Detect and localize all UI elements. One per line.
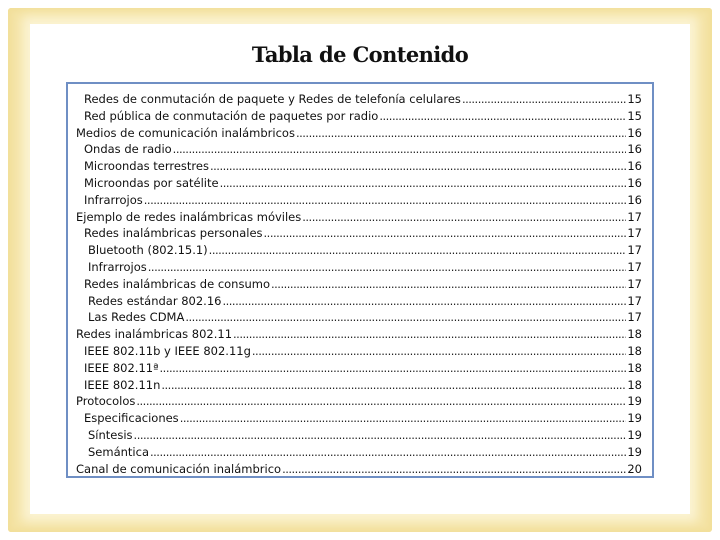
toc-entry[interactable]	[84, 378, 642, 395]
toc-entry-title: Medios de comunicación inalámbricos	[76, 125, 295, 140]
toc-entry[interactable]	[88, 243, 642, 260]
toc-entry[interactable]	[84, 361, 642, 378]
toc-dot-leader	[173, 142, 627, 156]
toc-page-number: 15	[627, 108, 642, 123]
toc-dot-leader	[271, 277, 626, 291]
toc-dot-leader	[264, 226, 627, 240]
toc-dot-leader	[161, 378, 626, 392]
toc-entry-title: Bluetooth (802.15.1)	[88, 243, 208, 258]
toc-entry[interactable]	[76, 126, 642, 143]
page-title: Tabla de Contenido	[251, 42, 469, 67]
toc-entry-title: Infrarrojos	[84, 192, 143, 207]
toc-entry[interactable]	[84, 344, 642, 361]
toc-page-number: 16	[627, 125, 642, 140]
toc-entry-title: Las Redes CDMA	[88, 310, 185, 325]
toc-entry-title: Microondas por satélite	[84, 176, 219, 190]
toc-entry-title: Redes estándar 802.16	[88, 293, 222, 308]
toc-entry[interactable]	[84, 226, 642, 243]
toc-entry-title: Síntesis	[88, 428, 133, 442]
toc-page-number: 19	[627, 444, 642, 459]
toc-entry[interactable]	[88, 260, 642, 277]
toc-dot-leader	[462, 92, 626, 106]
toc-entry-title: IEEE 802.11b y IEEE 802.11g	[84, 344, 251, 358]
toc-entry[interactable]	[88, 445, 642, 462]
toc-dot-leader	[302, 210, 626, 224]
toc-entry-title: IEEE 802.11n	[84, 377, 161, 392]
toc-dot-leader	[160, 361, 627, 375]
toc-page-number: 18	[627, 344, 642, 358]
toc-dot-leader	[144, 193, 627, 207]
toc-page-number: 16	[627, 192, 642, 207]
toc-entry[interactable]	[88, 294, 642, 311]
toc-page-number: 17	[627, 293, 642, 308]
toc-entry[interactable]	[88, 428, 642, 445]
toc-dot-leader	[136, 394, 626, 408]
toc-entry-title: Ejemplo de redes inalámbricas móviles	[76, 209, 302, 224]
toc-entry-title: Red pública de conmutación de paquetes por radio	[84, 108, 379, 123]
toc-entry[interactable]	[84, 277, 642, 294]
toc-entry[interactable]	[84, 176, 642, 193]
toc-entry-title: Especificaciones	[84, 411, 179, 426]
toc-entry[interactable]	[84, 142, 642, 159]
toc-entry-title: Redes inalámbricas de consumo	[84, 276, 270, 291]
toc-dot-leader	[233, 327, 626, 341]
toc-entry-title: Redes inalámbricas personales	[84, 226, 263, 241]
toc-dot-leader	[252, 344, 626, 358]
toc-entry[interactable]	[84, 92, 642, 109]
toc-dot-leader	[210, 159, 626, 173]
toc-page-number: 19	[627, 394, 642, 409]
toc-dot-leader	[222, 294, 626, 308]
toc-dot-leader	[148, 260, 627, 274]
toc-page-number: 17	[627, 243, 642, 258]
toc-entry-title: Protocolos	[76, 394, 136, 409]
toc-dot-leader	[220, 176, 627, 190]
toc-dot-leader	[296, 126, 626, 140]
toc-page-number: 17	[627, 276, 642, 291]
toc-dot-leader	[134, 428, 627, 442]
toc-page-number: 19	[627, 428, 642, 442]
toc-entry[interactable]	[84, 193, 642, 210]
toc-entry-title: Redes de conmutación de paquete y Redes de telefonía celulares	[84, 92, 461, 106]
toc-page-number: 18	[627, 377, 642, 392]
toc-entry-title: Ondas de radio	[84, 142, 172, 157]
toc-entry[interactable]	[76, 462, 642, 479]
toc-entry-title: Microondas terrestres	[84, 159, 209, 174]
toc-page-number: 17	[627, 226, 642, 241]
toc-entry-title: Canal de comunicación inalámbrico	[76, 461, 282, 476]
toc-entry[interactable]	[84, 109, 642, 126]
toc-entry[interactable]	[76, 394, 642, 411]
toc-page-number: 16	[627, 176, 642, 190]
toc-page-number: 16	[627, 159, 642, 174]
toc-page-number: 17	[627, 260, 642, 274]
toc-page-number: 16	[627, 142, 642, 157]
toc-dot-leader	[282, 462, 626, 476]
toc-page-number: 18	[627, 327, 642, 342]
table-of-contents	[66, 82, 654, 478]
toc-entry[interactable]	[84, 411, 642, 428]
toc-dot-leader	[209, 243, 627, 257]
toc-entry-title: Semántica	[88, 444, 149, 459]
toc-entry-title: Redes inalámbricas 802.11	[76, 327, 233, 342]
toc-entry-title: IEEE 802.11ª	[84, 360, 159, 375]
toc-entry[interactable]	[76, 210, 642, 227]
toc-page-number: 19	[627, 411, 642, 426]
toc-dot-leader	[180, 411, 627, 425]
toc-dot-leader	[379, 109, 626, 123]
toc-entry[interactable]	[76, 327, 642, 344]
toc-page-number: 17	[627, 310, 642, 325]
toc-entry-title: Infrarrojos	[88, 260, 147, 274]
toc-dot-leader	[150, 445, 626, 459]
toc-page-number: 18	[627, 360, 642, 375]
toc-page-number: 20	[627, 461, 642, 476]
toc-entry[interactable]	[88, 310, 642, 327]
toc-page-number: 17	[627, 209, 642, 224]
toc-entry[interactable]	[84, 159, 642, 176]
toc-page-number: 15	[627, 92, 642, 106]
toc-dot-leader	[185, 310, 626, 324]
